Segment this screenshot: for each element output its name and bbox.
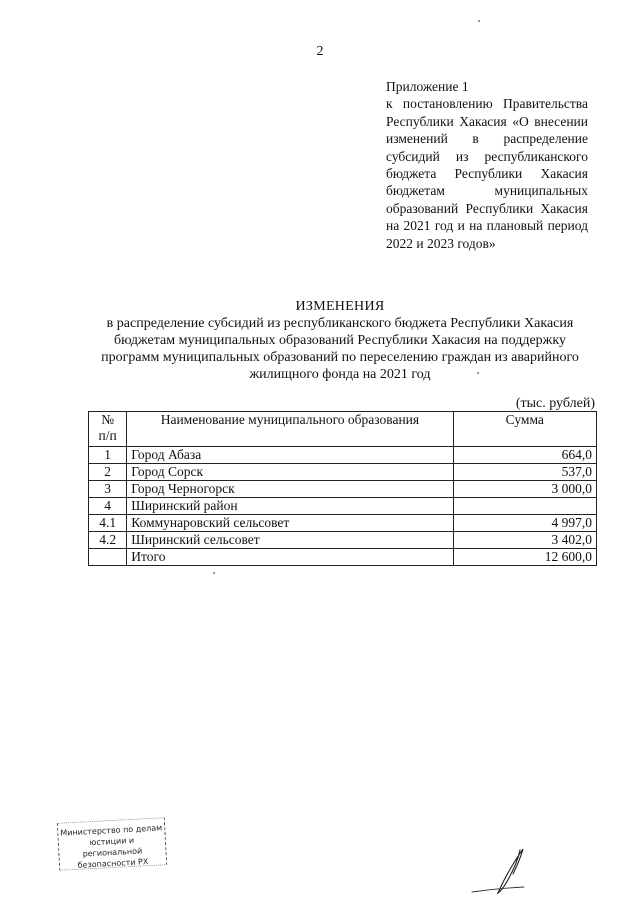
- table-row: [89, 464, 597, 481]
- appendix-line: Приложение 1: [386, 79, 469, 94]
- appendix-line: бюджетам муниципальных: [386, 183, 588, 199]
- table-row: [89, 515, 597, 532]
- row-name: Город Сорск: [127, 464, 453, 481]
- page-number: 2: [316, 44, 324, 59]
- signature: [468, 846, 538, 898]
- title-heading: ИЗМЕНЕНИЯ: [295, 299, 385, 314]
- row-sum: 12 600,0: [453, 549, 596, 566]
- stamp-line: Министерство по делам: [60, 823, 163, 838]
- appendix-line: субсидий из республиканского: [386, 148, 588, 164]
- title-line: бюджетам муниципальных образований Республики Хакасия на поддержку: [114, 333, 566, 348]
- title-line: программ муниципальных образований по переселению граждан из аварийного: [101, 350, 579, 365]
- stamp-line: юстиции и региональной: [82, 835, 143, 859]
- row-number: 2: [89, 464, 127, 481]
- row-number: 1: [89, 447, 127, 464]
- row-number: 4.1: [89, 515, 127, 532]
- subsidies-table: [88, 411, 597, 566]
- row-sum: 537,0: [453, 464, 596, 481]
- appendix-line: Республики Хакасия «О внесении: [386, 113, 588, 129]
- appendix-line: образований Республики Хакасия: [386, 200, 588, 216]
- header-name: Наименование муниципального образования: [127, 412, 453, 447]
- appendix-line: к постановлению Правительства: [386, 96, 588, 112]
- table-row-total: [89, 549, 597, 566]
- row-name: Итого: [127, 549, 453, 566]
- header-number-line1: №: [101, 412, 115, 427]
- title-line: жилищного фонда на 2021 год: [249, 367, 431, 382]
- header-number: [89, 412, 127, 447]
- table-row: [89, 498, 597, 515]
- row-number: 4: [89, 498, 127, 515]
- row-sum: 4 997,0: [453, 515, 596, 532]
- appendix-line: изменений в распределение: [386, 131, 588, 147]
- appendix-line: на 2021 год и на плановый период: [386, 218, 588, 234]
- units-label: (тыс. рублей): [515, 396, 595, 411]
- appendix-line: 2022 и 2023 годов»: [386, 235, 496, 251]
- appendix-note: [386, 78, 588, 252]
- row-name: Ширинский сельсовет: [127, 532, 453, 549]
- header-number-line2: п/п: [98, 428, 117, 443]
- header-sum: Сумма: [453, 412, 596, 447]
- row-name: Город Черногорск: [127, 481, 453, 498]
- table-header-row: [89, 412, 597, 447]
- title-line: в распределение субсидий из республиканского бюджета Республики Хакасия: [106, 316, 574, 331]
- row-sum: 3 402,0: [453, 532, 596, 549]
- row-name: Город Абаза: [127, 447, 453, 464]
- row-sum: 3 000,0: [453, 481, 596, 498]
- scan-speck: [213, 572, 215, 574]
- row-name: Коммунаровский сельсовет: [127, 515, 453, 532]
- table-row: [89, 532, 597, 549]
- table-row: [89, 447, 597, 464]
- row-name: Ширинский район: [127, 498, 453, 515]
- row-sum: [453, 498, 596, 515]
- row-number: [89, 549, 127, 566]
- row-number: 4.2: [89, 532, 127, 549]
- document-title: [70, 298, 610, 383]
- appendix-line: бюджета Республики Хакасия: [386, 166, 588, 182]
- table-row: [89, 481, 597, 498]
- row-sum: 664,0: [453, 447, 596, 464]
- scan-speck: [478, 20, 480, 22]
- scan-speck: [477, 372, 479, 374]
- row-number: 3: [89, 481, 127, 498]
- stamp-line: безопасности РХ: [77, 857, 149, 870]
- ministry-stamp: [57, 817, 167, 871]
